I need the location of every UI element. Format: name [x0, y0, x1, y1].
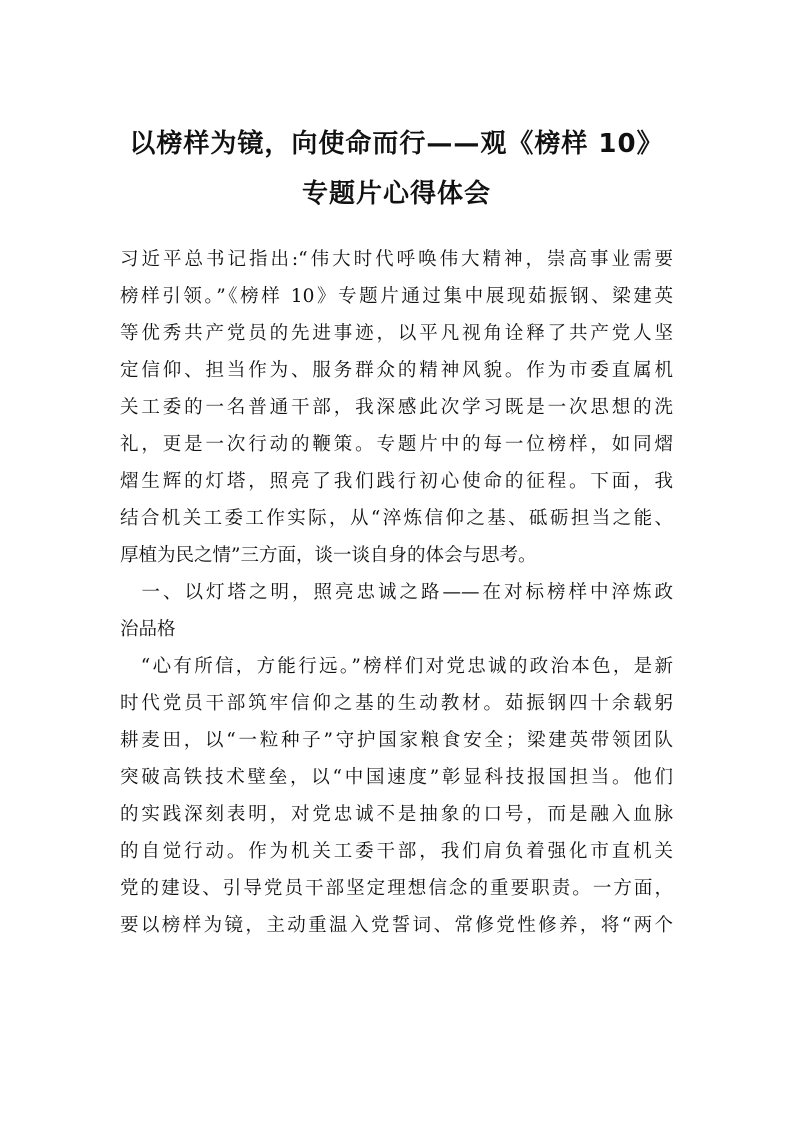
body-text-line: 礼，更是一次行动的鞭策。专题片中的每一位榜样，如同熠 [120, 434, 673, 455]
body-text-line: 时代党员干部筑牢信仰之基的生动教材。茹振钢四十余载躬 [120, 693, 673, 714]
body-text-line: 突破高铁技术壁垒，以“中国速度”彰显科技报国担当。他们 [120, 767, 673, 788]
body-text-line: 的实践深刻表明，对党忠诚不是抽象的口号，而是融入血脉 [120, 804, 673, 825]
document-title-line-2: 专题片心得体会 [301, 179, 491, 209]
body-text-line: 结合机关工委工作实际，从“淬炼信仰之基、砥砺担当之能、 [120, 508, 673, 529]
body-text-line: 的自觉行动。作为机关工委干部，我们肩负着强化市直机关 [120, 841, 673, 862]
body-text-line: 榜样引领。”《榜样 10》专题片通过集中展现茹振钢、梁建英 [120, 286, 673, 307]
body-text-line: 要以榜样为镜，主动重温入党誓词、常修党性修养，将“两个 [120, 915, 673, 936]
body-text-line: 党的建设、引导党员干部坚定理想信念的重要职责。一方面， [120, 878, 673, 899]
body-text-line: 厚植为民之情”三方面，谈一谈自身的体会与思考。 [120, 545, 537, 566]
document-title-line-1: 以榜样为镜，向使命而行——观《榜样 10》 [129, 129, 664, 159]
body-text-line: 关工委的一名普通干部，我深感此次学习既是一次思想的洗 [120, 397, 673, 418]
body-text-line: 耕麦田，以“一粒种子”守护国家粮食安全；梁建英带领团队 [120, 730, 673, 751]
body-text-line: “心有所信，方能行远。”榜样们对党忠诚的政治本色，是新 [120, 656, 673, 677]
body-text-line: 定信仰、担当作为、服务群众的精神风貌。作为市委直属机 [120, 360, 673, 381]
section-heading-line: 一、以灯塔之明，照亮忠诚之路——在对标榜样中淬炼政 [120, 582, 673, 603]
body-text-line: 熠生辉的灯塔，照亮了我们践行初心使命的征程。下面，我 [120, 471, 673, 492]
section-heading-line: 治品格 [120, 619, 176, 640]
body-text-line: 等优秀共产党员的先进事迹，以平凡视角诠释了共产党人坚 [120, 323, 673, 344]
body-text-line: 习近平总书记指出:“伟大时代呼唤伟大精神，崇高事业需要 [120, 249, 673, 270]
